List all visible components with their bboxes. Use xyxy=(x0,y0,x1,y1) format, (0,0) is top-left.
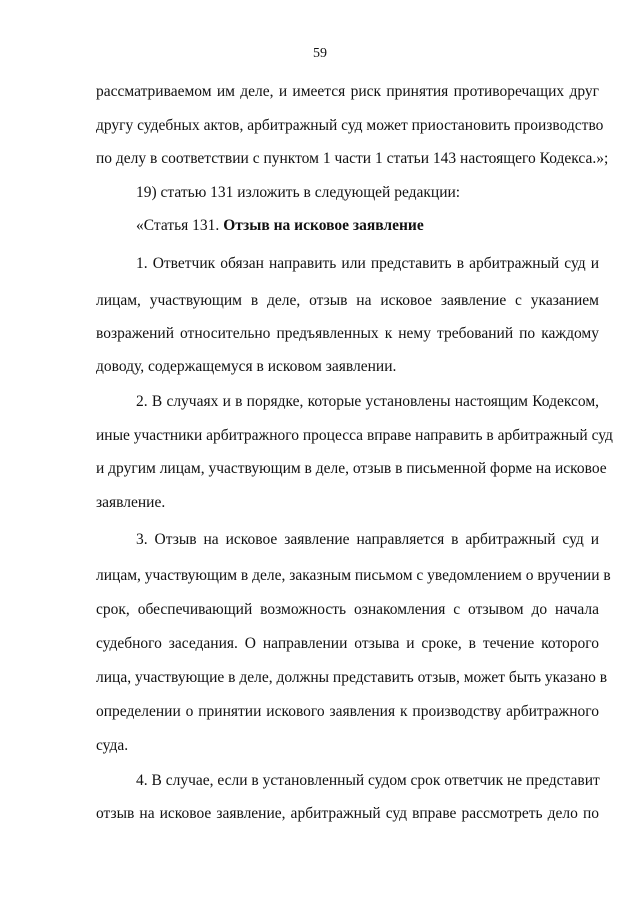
text-line: срок, обеспечивающий возможность ознакомления с отзывом до начала xyxy=(96,601,599,618)
text-line: суда. xyxy=(96,737,129,754)
text-line: и другим лицам, участвующим в деле, отзыв в письменной форме на исковое xyxy=(96,460,607,477)
text-line: рассматриваемом им деле, и имеется риск принятия противоречащих друг xyxy=(96,83,599,100)
text-line: другу судебных актов, арбитражный суд может приостановить производство xyxy=(96,117,604,134)
text-line: определении о принятии искового заявления к производству арбитражного xyxy=(96,703,599,720)
page-number: 59 xyxy=(313,46,327,61)
text-line: по делу в соответствии с пунктом 1 части 1 статьи 143 настоящего Кодекса.»; xyxy=(96,150,609,167)
text-line: 4. В случае, если в установленный судом срок ответчик не представит xyxy=(136,772,600,789)
text-line: доводу, содержащемуся в исковом заявлении. xyxy=(96,358,397,375)
text-line: отзыв на исковое заявление, арбитражный суд вправе рассмотреть дело по xyxy=(96,805,599,822)
text-line: лицам, участвующим в деле, заказным письмом с уведомлением о вручении в xyxy=(96,567,611,584)
text-line: 19) статью 131 изложить в следующей редакции: xyxy=(136,184,461,201)
text-line: судебного заседания. О направлении отзыва и сроке, в течение которого xyxy=(96,635,599,652)
article-heading-title: Отзыв на исковое заявление xyxy=(223,217,424,234)
text-line: 3. Отзыв на исковое заявление направляется в арбитражный суд и xyxy=(136,531,599,548)
text-line: иные участники арбитражного процесса вправе направить в арбитражный суд xyxy=(96,427,613,444)
text-line: 2. В случаях и в порядке, которые установлены настоящим Кодексом, xyxy=(136,393,599,410)
article-heading xyxy=(136,216,599,236)
text-line: лица, участвующие в деле, должны представить отзыв, может быть указано в xyxy=(96,669,608,686)
text-line: лицам, участвующим в деле, отзыв на исковое заявление с указанием xyxy=(96,292,599,309)
text-line: 1. Ответчик обязан направить или представить в арбитражный суд и xyxy=(136,255,599,272)
article-heading-prefix: «Статья 131. xyxy=(136,217,224,234)
text-line: возражений относительно предъявленных к нему требований по каждому xyxy=(96,325,599,342)
text-line: заявление. xyxy=(96,494,166,511)
